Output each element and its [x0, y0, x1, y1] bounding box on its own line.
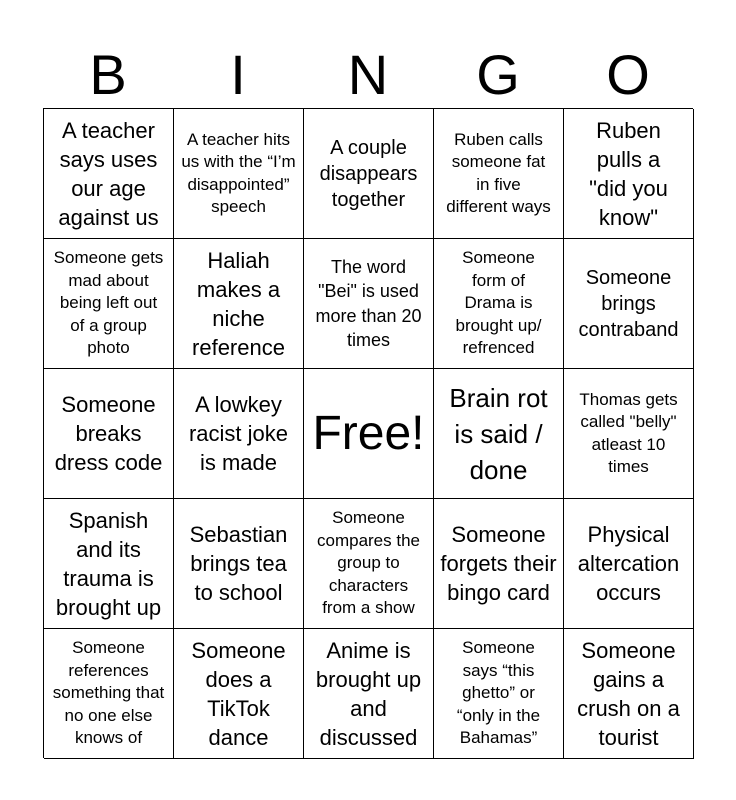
cell-text: A teacher hits us with the “I’m disappointed” speech	[181, 129, 296, 216]
bingo-cell-r4-c2[interactable]	[174, 499, 304, 629]
bingo-cell-r4-c5[interactable]	[564, 499, 694, 629]
cell-text: Someone gets mad about being left out of a group photo	[53, 248, 164, 358]
cell-text: Someone compares the group to characters from a show	[317, 508, 420, 618]
cell-text: Someone does a TikTok dance	[191, 637, 286, 750]
cell-text: Someone brings contraband	[578, 266, 679, 341]
cell-text: Thomas gets called "belly" atleast 10 times	[579, 389, 678, 476]
bingo-cell-r1-c5[interactable]	[564, 109, 694, 239]
cell-text: The word "Bei" is used more than 20 times	[315, 256, 422, 350]
bingo-cell-r1-c1[interactable]	[44, 109, 174, 239]
bingo-cell-r3-c2[interactable]	[174, 369, 304, 499]
bingo-cell-r2-c1[interactable]	[44, 239, 174, 369]
bingo-cell-r1-c2[interactable]	[174, 109, 304, 239]
bingo-cell-r4-c4[interactable]	[434, 499, 564, 629]
cell-text: A teacher says uses our age against us	[58, 117, 159, 230]
cell-text: Someone says “this ghetto” or “only in the Bahamas”	[456, 638, 541, 748]
bingo-cell-r2-c2[interactable]	[174, 239, 304, 369]
bingo-cell-r1-c3[interactable]	[304, 109, 434, 239]
bingo-cell-r2-c3[interactable]	[304, 239, 434, 369]
bingo-cell-r5-c5[interactable]	[564, 629, 694, 759]
bingo-cell-free-space[interactable]	[304, 369, 434, 499]
bingo-cell-r5-c1[interactable]	[44, 629, 174, 759]
cell-text: A lowkey racist joke is made	[188, 392, 289, 475]
cell-text: A couple disappears together	[319, 136, 418, 211]
free-space-text: Free!	[312, 406, 425, 460]
bingo-cell-r4-c3[interactable]	[304, 499, 434, 629]
bingo-header	[43, 44, 693, 106]
cell-text: Someone form of Drama is brought up/ refrenced	[455, 248, 542, 358]
header-letter-i: I	[230, 43, 246, 106]
bingo-cell-r3-c5[interactable]	[564, 369, 694, 499]
header-letter-n: N	[347, 43, 389, 106]
cell-text: Ruben calls someone fat in five different ways	[446, 129, 551, 216]
cell-text: Anime is brought up and discussed	[315, 637, 422, 750]
cell-text: Someone breaks dress code	[54, 392, 163, 475]
cell-text: Spanish and its trauma is brought up	[55, 507, 162, 620]
bingo-cell-r5-c4[interactable]	[434, 629, 564, 759]
header-letter-b: B	[89, 43, 127, 106]
cell-text: Sebastian brings tea to school	[189, 522, 288, 605]
bingo-cell-r2-c4[interactable]	[434, 239, 564, 369]
cell-text: Someone gains a crush on a tourist	[577, 637, 680, 750]
cell-text: Ruben pulls a "did you know"	[589, 117, 668, 230]
cell-text: Haliah makes a niche reference	[192, 247, 285, 360]
cell-text: Someone references something that no one else knows of	[52, 638, 165, 748]
bingo-cell-r2-c5[interactable]	[564, 239, 694, 369]
cell-text: Brain rot is said / done	[449, 382, 548, 485]
bingo-cell-r3-c1[interactable]	[44, 369, 174, 499]
bingo-cell-r5-c2[interactable]	[174, 629, 304, 759]
bingo-cell-r1-c4[interactable]	[434, 109, 564, 239]
bingo-cell-r4-c1[interactable]	[44, 499, 174, 629]
bingo-cell-r5-c3[interactable]	[304, 629, 434, 759]
cell-text: Physical altercation occurs	[577, 522, 680, 605]
bingo-board	[43, 108, 693, 758]
bingo-cell-r3-c4[interactable]	[434, 369, 564, 499]
cell-text: Someone forgets their bingo card	[440, 522, 557, 605]
header-letter-o: O	[606, 43, 650, 106]
header-letter-g: G	[476, 43, 520, 106]
